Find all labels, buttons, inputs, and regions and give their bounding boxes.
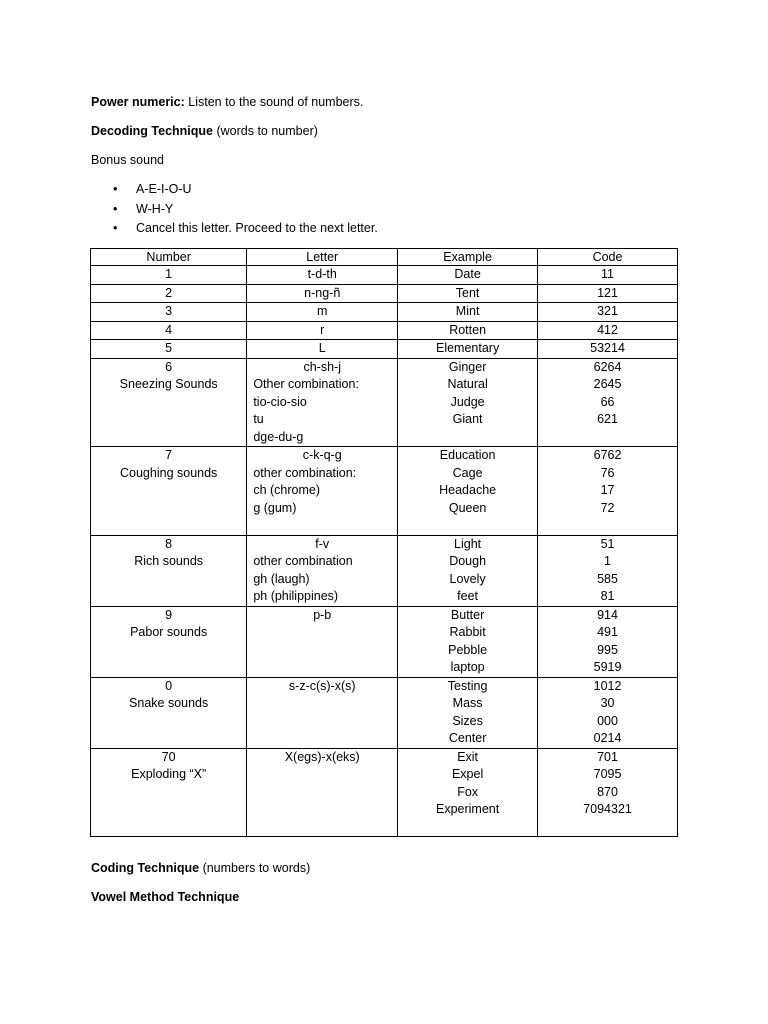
cell-example — [398, 321, 538, 340]
example-line: Experiment — [435, 802, 500, 816]
list-item: • A-E-I-O-U — [113, 182, 192, 196]
number-line: 0 — [165, 678, 173, 693]
number-line: 6 — [165, 359, 173, 374]
number-line: Coughing sounds — [120, 465, 218, 480]
cell-letter — [247, 447, 398, 536]
cell-code — [538, 677, 678, 748]
code-line: 0214 — [593, 731, 622, 745]
cell-letter — [247, 266, 398, 285]
decoding-technique-line — [91, 123, 318, 139]
letter-line: tu — [253, 412, 264, 426]
coding-technique-line — [91, 860, 310, 876]
cell-example — [398, 677, 538, 748]
code-line: 000 — [597, 713, 618, 728]
code-line: 995 — [597, 642, 618, 657]
table-row — [91, 266, 678, 285]
number-line: 9 — [165, 607, 173, 622]
letter-line: r — [320, 322, 325, 337]
code-line: 121 — [597, 285, 618, 300]
number-line: 5 — [165, 341, 173, 355]
example-line: Sizes — [452, 713, 483, 728]
cell-example — [398, 606, 538, 677]
table-row — [91, 358, 678, 447]
table-body — [91, 266, 678, 837]
number-line: 70 — [161, 749, 176, 764]
cell-number — [91, 358, 247, 447]
table-header-row — [91, 249, 678, 266]
example-line: Dough — [449, 554, 487, 568]
table-row — [91, 303, 678, 322]
cell-number — [91, 677, 247, 748]
number-line: Exploding “X” — [131, 767, 207, 781]
code-line: 870 — [597, 784, 618, 799]
decoding-technique-text: (words to number) — [213, 124, 318, 138]
cell-code — [538, 284, 678, 303]
code-line: 585 — [597, 571, 618, 586]
header-number: Number — [91, 249, 247, 266]
example-line: Light — [454, 536, 482, 551]
table-row — [91, 606, 678, 677]
cell-number — [91, 748, 247, 837]
code-line: 51 — [600, 536, 615, 551]
cell-example — [398, 340, 538, 359]
letter-line: dge-du-g — [253, 429, 304, 444]
code-line: 66 — [600, 394, 615, 409]
number-line: Snake sounds — [129, 696, 209, 710]
code-line: 412 — [597, 322, 618, 337]
letter-line: f-v — [315, 536, 330, 551]
cell-number — [91, 340, 247, 359]
power-numeric-heading: Power numeric: — [91, 95, 185, 109]
number-line: Rich sounds — [134, 554, 204, 568]
number-line: 1 — [165, 267, 173, 281]
cell-code — [538, 321, 678, 340]
table-row — [91, 340, 678, 359]
example-line: Ginger — [448, 359, 487, 374]
example-line: Expel — [451, 767, 484, 781]
cell-number — [91, 284, 247, 303]
code-line: 11 — [601, 267, 615, 281]
cell-number — [91, 447, 247, 536]
code-line: 2645 — [593, 377, 622, 391]
cell-letter — [247, 303, 398, 322]
code-line: 53214 — [590, 341, 625, 355]
letter-line: other combination: — [253, 465, 357, 480]
cell-code — [538, 358, 678, 447]
cell-code — [538, 340, 678, 359]
code-line: 6264 — [593, 359, 622, 374]
cell-code — [538, 303, 678, 322]
code-line: 321 — [597, 304, 618, 318]
number-code-table — [90, 248, 678, 837]
cell-letter — [247, 340, 398, 359]
number-line: 4 — [165, 322, 173, 337]
cell-example — [398, 358, 538, 447]
number-line: Sneezing Sounds — [119, 377, 218, 391]
bullet-icon: • — [113, 201, 118, 216]
code-line: 17 — [600, 483, 615, 497]
bonus-sound-list — [113, 181, 378, 240]
table-row — [91, 677, 678, 748]
letter-line: Other combination: — [253, 377, 359, 391]
example-line: Elementary — [435, 341, 500, 355]
header-code: Code — [538, 249, 678, 266]
power-numeric-line — [91, 94, 363, 110]
cell-number — [91, 606, 247, 677]
cell-letter — [247, 284, 398, 303]
cell-example — [398, 266, 538, 285]
example-line: Headache — [439, 483, 497, 497]
bonus-sound-label: Bonus sound — [91, 153, 164, 167]
example-line: Education — [439, 448, 496, 462]
example-line: Lovely — [449, 571, 486, 586]
example-line: Rabbit — [449, 625, 486, 639]
table-row — [91, 535, 678, 606]
coding-technique-heading: Coding Technique — [91, 861, 200, 875]
header-letter: Letter — [247, 249, 398, 266]
example-line: Center — [448, 731, 487, 745]
cell-code — [538, 748, 678, 837]
letter-line: tio-cio-sio — [253, 394, 307, 409]
number-line: 2 — [165, 285, 173, 300]
decoding-technique-heading: Decoding Technique — [91, 124, 213, 138]
example-line: laptop — [450, 660, 485, 674]
example-line: Queen — [448, 500, 487, 515]
letter-line: L — [318, 341, 326, 355]
coding-technique-text: (numbers to words) — [199, 861, 311, 875]
code-line: 7095 — [593, 767, 622, 781]
code-line: 621 — [597, 412, 618, 426]
cell-number — [91, 535, 247, 606]
cell-letter — [247, 606, 398, 677]
cell-letter — [247, 535, 398, 606]
example-line: Giant — [452, 412, 483, 426]
table-row — [91, 748, 678, 837]
cell-example — [398, 447, 538, 536]
letter-line: p-b — [313, 607, 332, 622]
code-line: 76 — [600, 465, 615, 480]
cell-letter — [247, 677, 398, 748]
power-numeric-text: Listen to the sound of numbers. — [184, 95, 364, 109]
example-line: Butter — [450, 607, 485, 622]
code-line: 6762 — [593, 448, 622, 462]
example-line: Date — [454, 267, 481, 281]
cell-number — [91, 303, 247, 322]
number-line: 8 — [165, 536, 173, 551]
cell-example — [398, 284, 538, 303]
example-line: Exit — [457, 749, 479, 764]
cell-number — [91, 321, 247, 340]
letter-line: X(egs)-x(eks) — [284, 749, 360, 764]
example-line: Judge — [450, 394, 485, 409]
cell-example — [398, 748, 538, 837]
code-line: 1012 — [593, 678, 622, 693]
cell-example — [398, 303, 538, 322]
list-item: • W-H-Y — [113, 201, 174, 216]
number-line: 7 — [165, 448, 173, 462]
example-line: Pebble — [448, 642, 488, 657]
bullet-icon: • — [113, 182, 118, 196]
letter-line: ph (philippines) — [253, 589, 339, 603]
letter-line: gh (laugh) — [253, 571, 310, 586]
list-item: • Cancel this letter. Proceed to the next letter. — [113, 221, 378, 235]
letter-line: n-ng-ñ — [304, 285, 341, 300]
example-line: Fox — [457, 784, 479, 799]
cell-number — [91, 266, 247, 285]
bullet-icon: • — [113, 221, 118, 235]
letter-line: c-k-q-g — [302, 448, 342, 462]
code-line: 7094321 — [583, 802, 632, 816]
cell-code — [538, 535, 678, 606]
code-line: 72 — [600, 500, 615, 515]
letter-line: other combination — [253, 554, 353, 568]
example-line: Cage — [452, 465, 483, 480]
code-line: 1 — [604, 554, 611, 568]
code-line: 30 — [600, 696, 615, 710]
code-line: 491 — [597, 625, 618, 639]
cell-code — [538, 266, 678, 285]
number-line: Pabor sounds — [130, 625, 208, 639]
letter-line: m — [317, 304, 328, 318]
cell-letter — [247, 358, 398, 447]
example-line: Rotten — [449, 322, 487, 337]
cell-letter — [247, 321, 398, 340]
vowel-method-heading: Vowel Method Technique — [91, 890, 240, 904]
example-line: feet — [457, 589, 479, 603]
number-line: 3 — [165, 304, 173, 318]
code-line: 914 — [597, 607, 618, 622]
example-line: Natural — [447, 377, 488, 391]
example-line: Mass — [452, 696, 483, 710]
letter-line: ch (chrome) — [253, 483, 320, 497]
table-row — [91, 447, 678, 536]
example-line: Mint — [455, 304, 480, 318]
table-row — [91, 321, 678, 340]
cell-code — [538, 447, 678, 536]
cell-letter — [247, 748, 398, 837]
table-row — [91, 284, 678, 303]
header-example: Example — [398, 249, 538, 266]
code-line: 5919 — [593, 660, 622, 674]
example-line: Testing — [447, 678, 488, 693]
letter-line: t-d-th — [307, 267, 337, 281]
code-line: 701 — [597, 749, 618, 764]
cell-code — [538, 606, 678, 677]
code-line: 81 — [600, 589, 615, 603]
example-line: Tent — [455, 285, 480, 300]
letter-line: g (gum) — [253, 500, 297, 515]
cell-example — [398, 535, 538, 606]
letter-line: s-z-c(s)-x(s) — [288, 678, 356, 693]
letter-line: ch-sh-j — [303, 359, 341, 374]
